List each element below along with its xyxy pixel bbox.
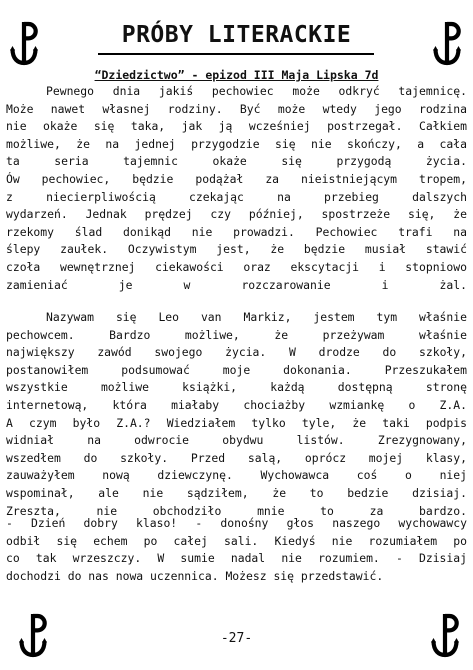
text-line: Zreszta, nie obchodziło mnie to za bardzo.: [6, 503, 467, 518]
paragraph-3: [6, 515, 467, 585]
text-line: największy zawód swojego życia. W drodze do szkoły,: [6, 345, 467, 360]
text-line: pechowcem. Bardzo możliwe, że przeżywam właśnie: [6, 327, 467, 342]
text-line: Ów pechowiec, będzie podążał za nieistniejącym tropem,: [6, 171, 467, 186]
page-title: PRÓBY LITERACKIE: [121, 22, 352, 48]
text-line: rzekomy ślad donikąd nie prowadzi. Pechowiec trafi na: [6, 224, 467, 239]
paragraph-2: [6, 309, 467, 520]
text-line: wszystkie możliwe książki, każdą dostępną stronę: [6, 380, 467, 395]
text-line: ślepy zaułek. Oczywistym jest, że będzie musiał stawić: [6, 242, 467, 257]
paragraph-1: [6, 83, 467, 294]
text-line: zauważyłem nową dziewczynę. Wychowawca coś o niej: [6, 468, 467, 483]
page-number: -27-: [220, 631, 253, 646]
text-line: nie okaże się taka, jak ją wcześniej postrzegał. Całkiem: [6, 119, 467, 134]
text-line: widniał na odwrocie obydwu listów. Zrezygnowany,: [6, 433, 467, 448]
text-line: co tak wrzeszczy. W sumie nadal nie rozumiem. - Dzisiaj: [6, 551, 467, 566]
text-line: dochodzi do nas nowa uczennica. Możesz się przedstawić.: [6, 568, 384, 583]
text-line: postanowiłem podsumować moje dokonania. Przeszukałem: [6, 362, 467, 377]
article-subtitle: “Dziedzictwo” - epizod III Maja Lipska 7d: [94, 68, 379, 82]
text-line: Pewnego dnia jakiś pechowiec może odkryć tajemnicę.: [46, 84, 467, 98]
text-line: Nazywam się Leo van Markiz, jestem tym właśnie: [46, 310, 467, 324]
text-line: wydarzeń. Jednak prędzej czy później, spostrzeże się, że: [6, 207, 467, 222]
text-line: - Dzień dobry klaso! - donośny głos naszego wychowawcy: [6, 516, 467, 530]
text-line: zamieniać je w rozczarowanie i żal.: [6, 277, 467, 292]
text-line: odbił się echem po całej sali. Kiedyś nie rozumiałem po: [6, 533, 467, 548]
text-line: wszedłem do szkoły. Przed salą, oprócz mojej klasy,: [6, 450, 467, 465]
text-line: wspominał, ale nie sądziłem, że to bedzie dzisiaj.: [6, 485, 467, 500]
text-line: A czym było Z.A.? Wiedziałem tylko tyle, że taki podpis: [6, 415, 467, 430]
text-line: czoła wewnętrznej ciekawości oraz ekscytacji i stopniowo: [6, 259, 467, 274]
text-line: z niecierpliwością czekając na przebieg dalszych: [6, 189, 467, 204]
title-underline: [98, 53, 374, 55]
text-line: Może nawet własnej rodziny. Być może wtedy jego rodzina: [6, 101, 467, 116]
text-line: internetową, która miałaby chociażby wzmiankę o Z.A.: [6, 397, 467, 412]
text-line: możliwe, że na jednej przygodzie się nie skończy, a cała: [6, 136, 467, 151]
text-line: ta seria tajemnic okaże się przygodą życia.: [6, 154, 467, 169]
